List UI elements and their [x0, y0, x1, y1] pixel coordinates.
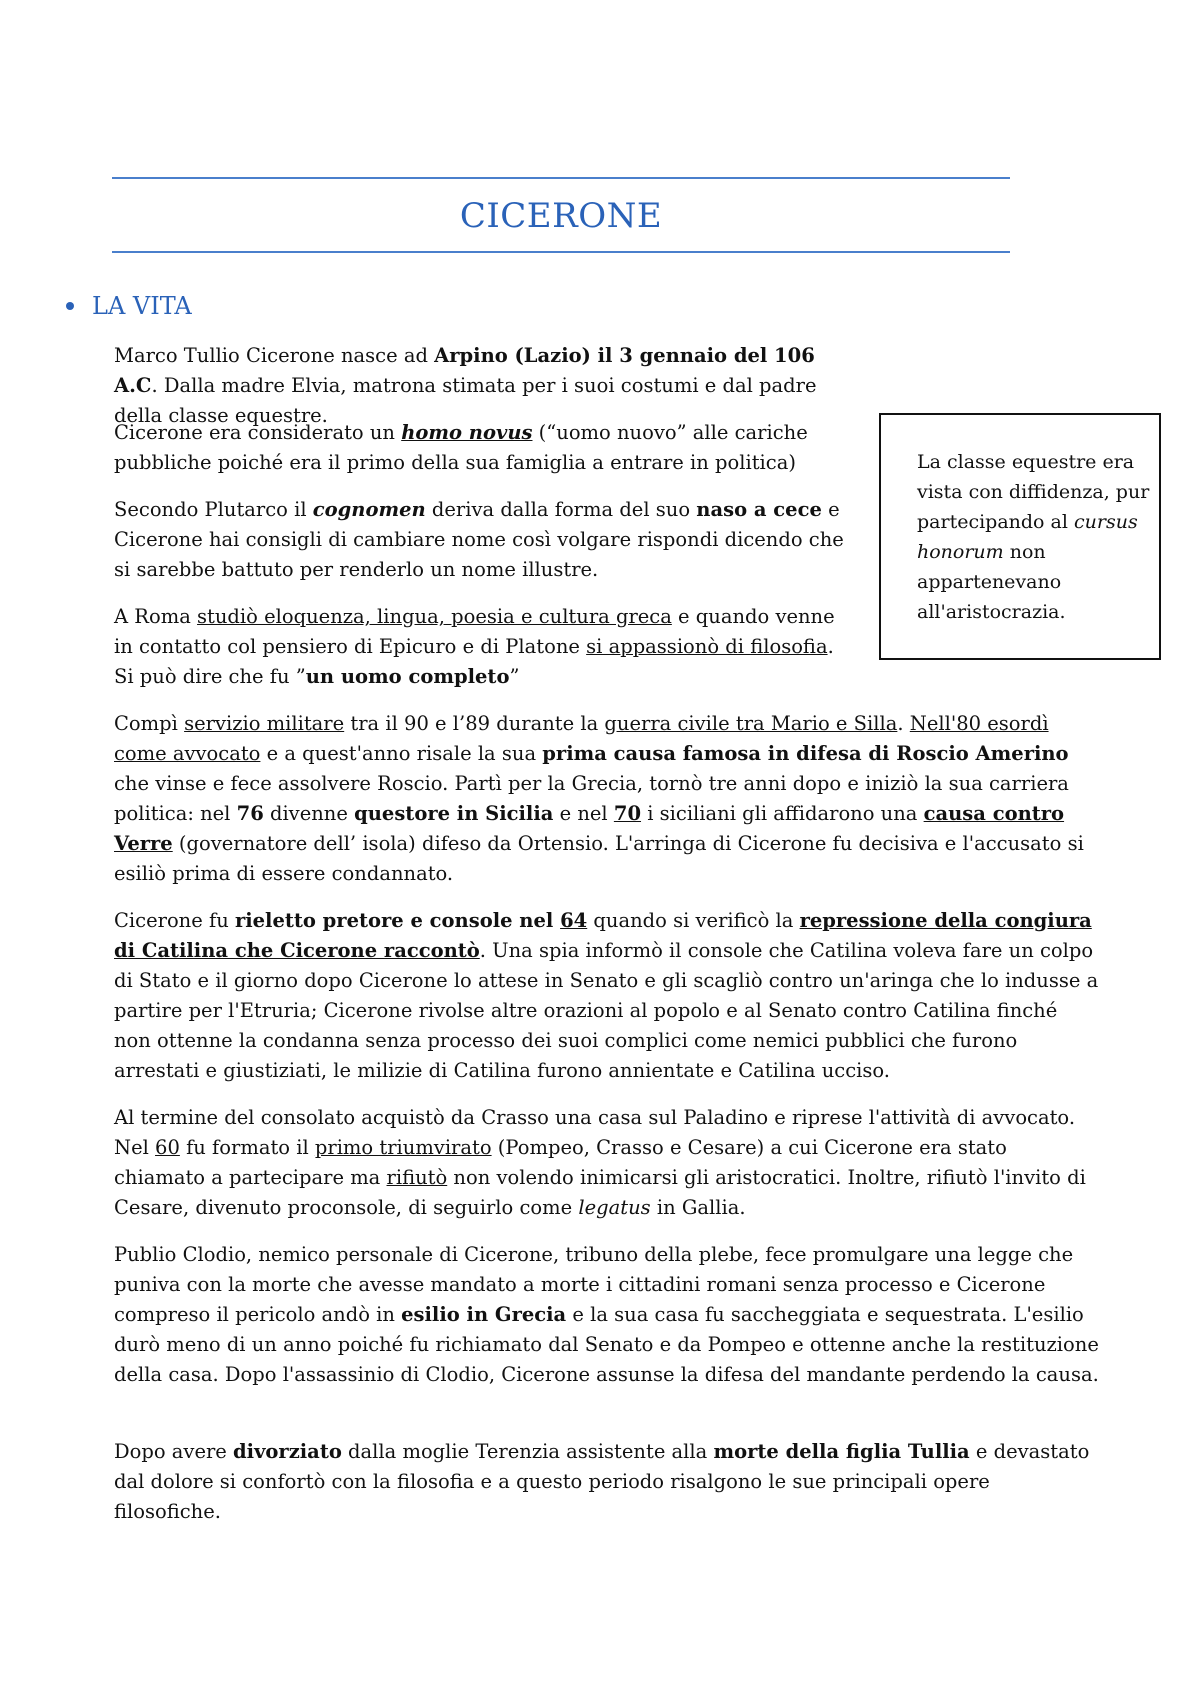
text-run: Cicerone fu — [114, 909, 235, 932]
bold-run: esilio in Grecia — [401, 1303, 567, 1326]
paragraph-studies — [114, 602, 859, 692]
text-run: Compì — [114, 712, 185, 735]
bold-underlined-run: 64 — [560, 909, 588, 932]
italic-run: legatus — [578, 1196, 651, 1219]
text-run: fu formato il — [179, 1136, 315, 1159]
text-run: (“uomo nuovo” alle cariche pubbliche poiché era il primo della sua famiglia a entrare in politica) — [114, 421, 808, 474]
bold-underlined-run: causa contro Verre — [114, 802, 1065, 855]
text-run: e Cicerone hai consigli di cambiare nome così volgare rispondi dicendo che si sarebbe battuto per renderlo un nome illustre. — [114, 498, 844, 581]
underlined-run: studiò eloquenza, lingua, poesia e cultura greca — [197, 605, 672, 628]
text-run: deriva dalla forma del suo — [425, 498, 697, 521]
text-run: non volendo inimicarsi gli aristocratici. Inoltre, rifiutò l'invito di Cesare, divenuto proconsole, di seguirlo come — [114, 1166, 1086, 1219]
underlined-run: servizio militare — [184, 712, 345, 735]
text-run: Dopo avere — [114, 1440, 234, 1463]
text-run: tra il 90 e l’89 durante la — [344, 712, 605, 735]
text-run: Marco Tullio Cicerone nasce ad — [114, 344, 435, 367]
paragraph-catilina — [114, 906, 1099, 1086]
text-run: i siciliani gli affidarono una — [641, 802, 924, 825]
section-heading-text: LA VITA — [92, 292, 192, 320]
side-note-text — [917, 447, 1153, 627]
text-run: divenne — [263, 802, 355, 825]
bold-run: rieletto pretore e console nel — [234, 909, 561, 932]
text-run: . Dalla madre Elvia, matrona stimata per i suoi costumi e dal padre della classe equestre. — [114, 374, 817, 427]
underlined-run: 60 — [155, 1136, 180, 1159]
bold-run: Arpino (Lazio) il 3 gennaio del 106 A.C — [114, 344, 815, 397]
text-run: e quando venne in contatto col pensiero di Epicuro e di Platone — [114, 605, 835, 658]
paragraph-exile — [114, 1240, 1099, 1390]
underlined-run: rifiutò — [386, 1166, 448, 1189]
bold-run: prima causa famosa in difesa di Roscio Amerino — [542, 742, 1069, 765]
side-note-box — [879, 413, 1161, 660]
text-run: ” — [509, 665, 520, 688]
bold-run: un uomo completo — [305, 665, 510, 688]
text-run: in Gallia. — [650, 1196, 746, 1219]
text-run: . Si può dire che fu ” — [114, 635, 834, 688]
text-run: (Pompeo, Crasso e Cesare) a cui Cicerone era stato chiamato a partecipare ma — [114, 1136, 1007, 1189]
text-run: che vinse e fece assolvere Roscio. Partì per la Grecia, tornò tre anni dopo e iniziò la sua carriera politica: nel — [114, 772, 1069, 825]
section-heading-la-vita — [66, 292, 192, 320]
underlined-run: primo triumvirato — [314, 1136, 492, 1159]
homo-novus-term: homo novus — [401, 421, 533, 444]
paragraph-divorce — [114, 1437, 1099, 1527]
text-run: . — [897, 712, 910, 735]
bold-underlined-run: 70 — [613, 802, 642, 825]
text-run: quando si verificò la — [587, 909, 800, 932]
underlined-run: Nell'80 esordì come avvocato — [114, 712, 1049, 765]
text-run: Cicerone era considerato un — [114, 421, 402, 444]
text-run: Secondo Plutarco il — [114, 498, 313, 521]
paragraph-cognomen — [114, 495, 859, 585]
text-run: . Una spia informò il console che Catilina voleva fare un colpo di Stato e il giorno dopo Cicerone lo attese in Senato e gli scagliò contro un'aringa che lo indusse a partire per l'Etruria; Cicerone rivolse altre orazioni al popolo e al Senato contro Catilina finché non ottenne la condanna senza processo dei suoi complici come nemici pubblici che furono arrestati e giustiziati, le milizie di Catilina furono annientate e Catilina ucciso. — [114, 939, 1099, 1082]
bold-run: divorziato — [233, 1440, 342, 1463]
text-run: e devastato dal dolore si confortò con la filosofia e a questo periodo risalgono le sue principali opere filosofiche. — [114, 1440, 1090, 1523]
text-run: non appartenevano all'aristocrazia. — [917, 541, 1066, 623]
text-run: (governatore dell’ isola) difeso da Ortensio. L'arringa di Cicerone fu decisiva e l'accusato si esiliò prima di essere condannato. — [114, 832, 1084, 885]
page-title: CICERONE — [459, 196, 663, 236]
paragraph-triumvirate — [114, 1103, 1099, 1223]
text-run: e la sua casa fu saccheggiata e sequestrata. L'esilio durò meno di un anno poiché fu richiamato dal Senato e da Pompeo e ottenne anche la restituzione della casa. Dopo l'assassinio di Clodio, Cicerone assunse la difesa del mandante perdendo la causa. — [114, 1303, 1099, 1386]
title-rule-bottom — [112, 251, 1010, 253]
underlined-run: si appassionò di filosofia — [586, 635, 828, 658]
cognomen-term: cognomen — [312, 498, 426, 521]
cursus-honorum-term: cursus honorum — [917, 511, 1138, 563]
text-run: dalla moglie Terenzia assistente alla — [341, 1440, 714, 1463]
bold-run: naso a cece — [696, 498, 822, 521]
bold-run: morte della figlia Tullia — [713, 1440, 970, 1463]
bold-run: questore in Sicilia — [354, 802, 554, 825]
bold-underlined-run: repressione della congiura di Catilina che Cicerone raccontò — [114, 909, 1092, 962]
underlined-run: guerra civile tra Mario e Silla — [604, 712, 898, 735]
title-rule-top — [112, 177, 1010, 179]
bold-run: 76 — [236, 802, 264, 825]
paragraph-military-career — [114, 709, 1099, 889]
bullet-icon — [66, 302, 74, 310]
text-run: A Roma — [114, 605, 198, 628]
paragraph-homo-novus — [114, 418, 859, 478]
text-run: e a quest'anno risale la sua — [260, 742, 543, 765]
text-run: La classe equestre era vista con diffidenza, pur partecipando al — [917, 451, 1150, 533]
text-run: e nel — [553, 802, 614, 825]
text-run: Al termine del consolato acquistò da Crasso una casa sul Paladino e riprese l'attività di avvocato. Nel — [114, 1106, 1076, 1159]
text-run: Publio Clodio, nemico personale di Cicerone, tribuno della plebe, fece promulgare una legge che puniva con la morte che avesse mandato a morte i cittadini romani senza processo e Cicerone compreso il pericolo andò in — [114, 1243, 1074, 1326]
